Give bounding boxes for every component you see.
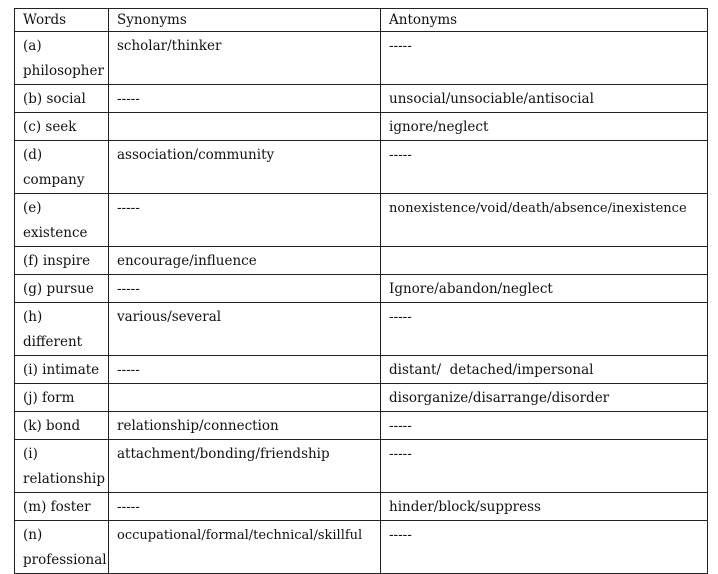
word-cell xyxy=(15,275,109,303)
table-row xyxy=(15,247,708,275)
antonyms-cell xyxy=(381,247,708,275)
word-label: (e) xyxy=(23,200,42,216)
word-text: relationship xyxy=(23,471,105,487)
word-text: form xyxy=(42,390,75,406)
synonyms-cell: ----- xyxy=(109,194,381,247)
table-row xyxy=(15,521,708,574)
word-text: pursue xyxy=(46,281,94,297)
table-row xyxy=(15,85,708,113)
synonyms-cell: ----- xyxy=(109,85,381,113)
word-text: bond xyxy=(46,418,81,434)
synonyms-cell: ----- xyxy=(109,275,381,303)
synonyms-cell xyxy=(109,384,381,412)
antonyms-cell: ignore/neglect xyxy=(381,113,708,141)
word-label: (m) xyxy=(23,499,51,515)
antonyms-cell: nonexistence/void/death/absence/inexistence xyxy=(381,194,708,247)
antonyms-cell: ----- xyxy=(381,521,708,574)
word-label: (h) xyxy=(23,309,43,325)
word-cell xyxy=(15,113,109,141)
table-row xyxy=(15,440,708,493)
word-label: (g) xyxy=(23,281,47,297)
antonyms-cell: ----- xyxy=(381,32,708,85)
synonyms-cell: ----- xyxy=(109,356,381,384)
synonyms-cell: occupational/formal/technical/skillful xyxy=(109,521,381,574)
word-cell xyxy=(15,303,109,356)
table-row xyxy=(15,493,708,521)
word-text: social xyxy=(46,91,86,107)
word-cell xyxy=(15,521,109,574)
synonyms-cell: encourage/influence xyxy=(109,247,381,275)
word-text: professional xyxy=(23,552,107,568)
antonyms-cell: ----- xyxy=(381,440,708,493)
word-text: foster xyxy=(50,499,91,515)
word-cell xyxy=(15,247,109,275)
vocabulary-table xyxy=(14,8,708,574)
synonyms-cell: association/community xyxy=(109,141,381,194)
table-row xyxy=(15,412,708,440)
word-cell xyxy=(15,440,109,493)
table-row xyxy=(15,384,708,412)
synonyms-cell: attachment/bonding/friendship xyxy=(109,440,381,493)
antonyms-cell: ----- xyxy=(381,412,708,440)
antonyms-cell: ----- xyxy=(381,303,708,356)
word-cell xyxy=(15,412,109,440)
word-cell xyxy=(15,141,109,194)
word-label: (d) xyxy=(23,147,43,163)
words-header: Words xyxy=(15,9,109,32)
synonyms-cell: ----- xyxy=(109,493,381,521)
antonyms-cell: unsocial/unsociable/antisocial xyxy=(381,85,708,113)
table-row xyxy=(15,141,708,194)
synonyms-cell: relationship/connection xyxy=(109,412,381,440)
word-label: (k) xyxy=(23,418,47,434)
table-row xyxy=(15,303,708,356)
antonyms-cell: distant/ detached/impersonal xyxy=(381,356,708,384)
antonyms-cell: hinder/block/suppress xyxy=(381,493,708,521)
table-row xyxy=(15,32,708,85)
word-text: seek xyxy=(45,119,77,135)
word-cell xyxy=(15,32,109,85)
synonyms-cell xyxy=(109,113,381,141)
word-label: (b) xyxy=(23,91,47,107)
word-label: (i) xyxy=(23,362,43,378)
table-row xyxy=(15,113,708,141)
antonyms-cell: ----- xyxy=(381,141,708,194)
word-label: (c) xyxy=(23,119,46,135)
word-text: inspire xyxy=(42,253,91,269)
synonyms-cell: scholar/thinker xyxy=(109,32,381,85)
table-row xyxy=(15,275,708,303)
word-label: (i) xyxy=(23,446,38,462)
word-label: (f) xyxy=(23,253,43,269)
word-text: existence xyxy=(23,225,88,241)
table-row xyxy=(15,194,708,247)
antonyms-header: Antonyms xyxy=(381,9,708,32)
word-label: (a) xyxy=(23,38,42,54)
table-header-row xyxy=(15,9,708,32)
word-cell xyxy=(15,194,109,247)
word-label: (n) xyxy=(23,527,43,543)
word-cell xyxy=(15,85,109,113)
word-text: different xyxy=(23,334,83,350)
table-row xyxy=(15,356,708,384)
synonyms-header: Synonyms xyxy=(109,9,381,32)
word-text: company xyxy=(23,172,85,188)
word-cell xyxy=(15,384,109,412)
antonyms-cell: Ignore/abandon/neglect xyxy=(381,275,708,303)
word-text: philosopher xyxy=(23,63,104,79)
word-label: (j) xyxy=(23,390,43,406)
word-text: intimate xyxy=(42,362,100,378)
antonyms-cell: disorganize/disarrange/disorder xyxy=(381,384,708,412)
synonyms-cell: various/several xyxy=(109,303,381,356)
word-cell xyxy=(15,493,109,521)
word-cell xyxy=(15,356,109,384)
